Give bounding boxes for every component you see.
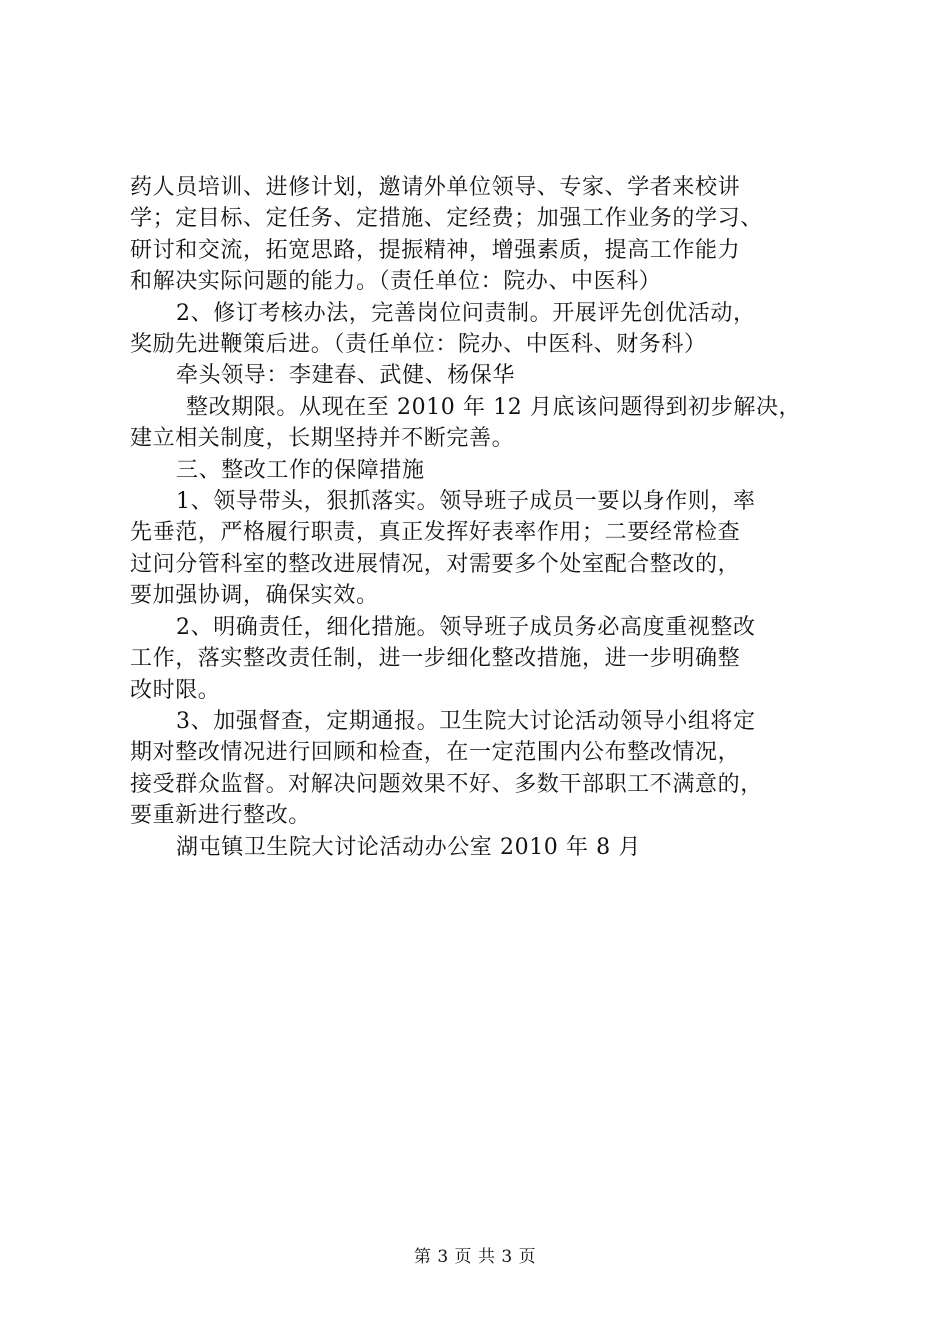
text-line: 改时限。 [130,677,221,703]
text-line: 接受群众监督。对解决问题效果不好、多数干部职工不满意的， [130,771,763,797]
page-number: 第 3 页 共 3 页 [413,1247,537,1267]
measure-1-start: 1、领导带头，狠抓落实。领导班子成员一要以身作则，率 [176,489,756,515]
signature-line: 湖屯镇卫生院大讨论活动办公室 2010 年 8 月 [176,834,641,860]
text-line: 要重新进行整改。 [130,803,311,829]
text-line: 要加强协调，确保实效。 [130,583,379,609]
paragraph-item-2-start: 2、修订考核办法，完善岗位问责制。开展评先创优活动， [176,300,756,326]
text-line: 学；定目标、定任务、定措施、定经费；加强工作业务的学习、 [130,206,763,232]
deadline-paragraph-start: 整改期限。从现在至 2010 年 12 月底该问题得到初步解决， [186,394,802,420]
page-footer [0,1242,950,1267]
text-line: 期对整改情况进行回顾和检查，在一定范围内公布整改情况， [130,740,741,766]
lead-leaders-line: 牵头领导：李建春、武健、杨保华 [176,363,516,389]
text-line: 先垂范，严格履行职责，真正发挥好表率作用；二要经常检查 [130,520,741,546]
measure-2-start: 2、明确责任，细化措施。领导班子成员务必高度重视整改 [176,614,756,640]
text-line: 建立相关制度，长期坚持并不断完善。 [130,426,515,452]
document-body [130,172,830,863]
text-line: 研讨和交流，拓宽思路，提振精神，增强素质，提高工作能力 [130,237,741,263]
text-line: 和解决实际问题的能力。（责任单位：院办、中医科） [130,269,662,295]
text-line: 工作，落实整改责任制，进一步细化整改措施，进一步明确整 [130,646,741,672]
text-line: 药人员培训、进修计划，邀请外单位领导、专家、学者来校讲 [130,175,741,200]
section-heading: 三、整改工作的保障措施 [176,457,425,483]
measure-3-start: 3、加强督查，定期通报。卫生院大讨论活动领导小组将定 [176,708,756,734]
text-line: 过问分管科室的整改进展情况，对需要多个处室配合整改的， [130,551,741,577]
text-line: 奖励先进鞭策后进。（责任单位：院办、中医科、财务科） [130,332,707,358]
